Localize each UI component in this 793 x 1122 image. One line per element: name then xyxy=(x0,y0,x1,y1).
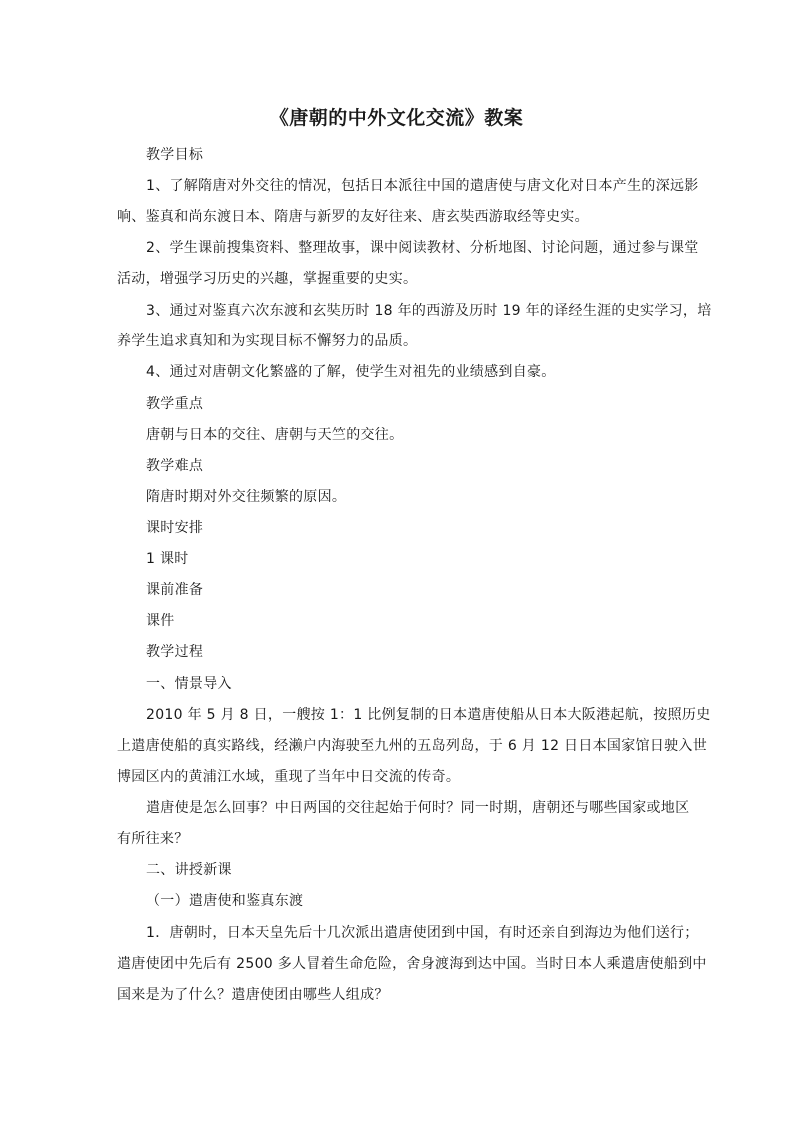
paragraph-line: 3、通过对鉴真六次东渡和玄奘历时 18 年的西游及历时 19 年的译经生涯的史实学习，培 xyxy=(146,303,712,319)
paragraph-line: 遣唐使是怎么回事？中日两国的交往起始于何时？同一时期，唐朝还与哪些国家或地区 xyxy=(146,800,690,816)
paragraph-line: 上遣唐使船的真实路线，经濑户内海驶至九州的五岛列岛，于 6 月 12 日日本国家馆日驶入世 xyxy=(117,738,708,754)
document-title: 《唐朝的中外文化交流》教案 xyxy=(269,107,524,129)
section-heading-goals: 教学目标 xyxy=(146,147,204,163)
subsection-heading-envoys: （一）遣唐使和鉴真东渡 xyxy=(146,893,304,909)
paragraph-line: 养学生追求真知和为实现目标不懈努力的品质。 xyxy=(117,333,418,349)
section-heading-schedule: 课时安排 xyxy=(146,520,204,536)
section-heading-difficulties: 教学难点 xyxy=(146,458,204,474)
paragraph-line: 有所往来？ xyxy=(117,831,189,847)
paragraph-line: 2010 年 5 月 8 日，一艘按 1：1 比例复制的日本遣唐使船从日本大阪港起航，按照历史 xyxy=(146,707,711,723)
paragraph-line: 唐朝与日本的交往、唐朝与天竺的交往。 xyxy=(146,427,404,443)
paragraph-line: 博园区内的黄浦江水域，重现了当年中日交流的传奇。 xyxy=(117,769,461,785)
paragraph-line: 1 课时 xyxy=(146,551,189,567)
paragraph-line: 2、学生课前搜集资料、整理故事，课中阅读教材、分析地图、讨论问题，通过参与课堂 xyxy=(146,240,699,256)
section-heading-preparation: 课前准备 xyxy=(146,582,204,598)
paragraph-line: 隋唐时期对外交往频繁的原因。 xyxy=(146,489,347,505)
section-heading-process: 教学过程 xyxy=(146,644,204,660)
paragraph-line: 响、鉴真和尚东渡日本、隋唐与新罗的友好往来、唐玄奘西游取经等史实。 xyxy=(117,209,589,225)
paragraph-line: 4、通过对唐朝文化繁盛的了解，使学生对祖先的业绩感到自豪。 xyxy=(146,364,556,380)
paragraph-line: 遣唐使团中先后有 2500 多人冒着生命危险，舍身渡海到达中国。当时日本人乘遣唐使船到中 xyxy=(117,956,707,972)
subsection-heading-new-lesson: 二、讲授新课 xyxy=(146,862,232,878)
paragraph-line: 1、了解隋唐对外交往的情况，包括日本派往中国的遣唐使与唐文化对日本产生的深远影 xyxy=(146,178,699,194)
paragraph-line: 国来是为了什么？遣唐使团由哪些人组成？ xyxy=(117,987,389,1003)
subsection-heading-intro: 一、情景导入 xyxy=(146,676,232,692)
paragraph-line: 活动，增强学习历史的兴趣，掌握重要的史实。 xyxy=(117,271,418,287)
paragraph-line: 课件 xyxy=(146,613,175,629)
section-heading-key-points: 教学重点 xyxy=(146,396,204,412)
paragraph-line: 1．唐朝时，日本天皇先后十几次派出遣唐使团到中国，有时还亲自到海边为他们送行； xyxy=(146,925,699,941)
